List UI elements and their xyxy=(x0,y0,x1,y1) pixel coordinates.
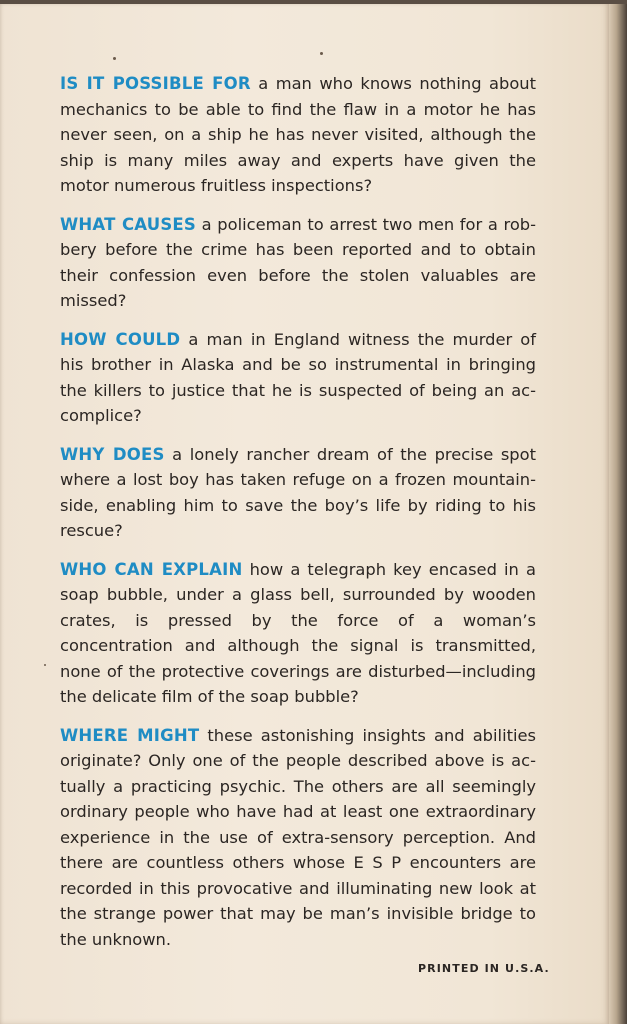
blurb-paragraph-2 xyxy=(60,212,536,314)
paper-speck xyxy=(113,57,116,60)
blurb-paragraph-5 xyxy=(60,557,536,710)
paragraph-text: how a telegraph key encased in a soap bubble, under a glass bell, surrounded by wooden crates, is pressed by the force of a woman’s concentration and although the signal is transmitted, none of the protective coverings are disturbed—including the delicate film of the soap bubble? xyxy=(60,559,536,706)
book-top-edge xyxy=(0,0,627,4)
paragraph-text: these astonishing insights and abilities originate? Only one of the people described above is actually a practicing psychic. The others are all seemingly ordinary people who have had at least one extraordinary experience in the use of extra-sensory perception. And there are countless others whose E S P encounters are recorded in this provocative and illuminating new look at the strange power that may be man’s invisible bridge to the unknown. xyxy=(60,725,536,949)
paragraph-text: a policeman to arrest two men for a robbery before the crime has been reported and to obtain their confession even before the stolen valuables are missed? xyxy=(60,214,536,310)
paper-speck xyxy=(44,664,46,666)
paragraph-lead-in: WHAT CAUSES xyxy=(60,214,196,234)
blurb-paragraph-6 xyxy=(60,723,536,953)
paragraph-lead-in: WHO CAN EXPLAIN xyxy=(60,559,243,579)
paragraph-lead-in: WHY DOES xyxy=(60,444,165,464)
paragraph-text: a man who knows nothing about mechanics to be able to find the flaw in a motor he has never seen, on a ship he has never visited, although the ship is many miles away and experts have given the motor numerous fruitless inspections? xyxy=(60,74,536,195)
paragraph-lead-in: HOW COULD xyxy=(60,329,181,349)
book-spine-edge xyxy=(609,0,627,1024)
blurb-paragraph-3 xyxy=(60,327,536,429)
paragraph-text: a lonely rancher dream of the precise spot where a lost boy has taken refuge on a frozen mountainside, enabling him to save the boy’s life by riding to his rescue? xyxy=(60,444,536,540)
printed-in-usa-note: PRINTED IN U.S.A. xyxy=(418,962,550,975)
back-cover-blurb xyxy=(60,71,536,965)
paragraph-lead-in: IS IT POSSIBLE FOR xyxy=(60,74,251,93)
blurb-paragraph-4 xyxy=(60,442,536,544)
blurb-paragraph-1 xyxy=(60,71,536,199)
paper-speck xyxy=(320,52,323,55)
paragraph-text: a man in England witness the murder of his brother in Alaska and be so instrumental in bringing the killers to justice that he is suspected of being an accomplice? xyxy=(60,329,537,425)
paragraph-lead-in: WHERE MIGHT xyxy=(60,725,200,745)
